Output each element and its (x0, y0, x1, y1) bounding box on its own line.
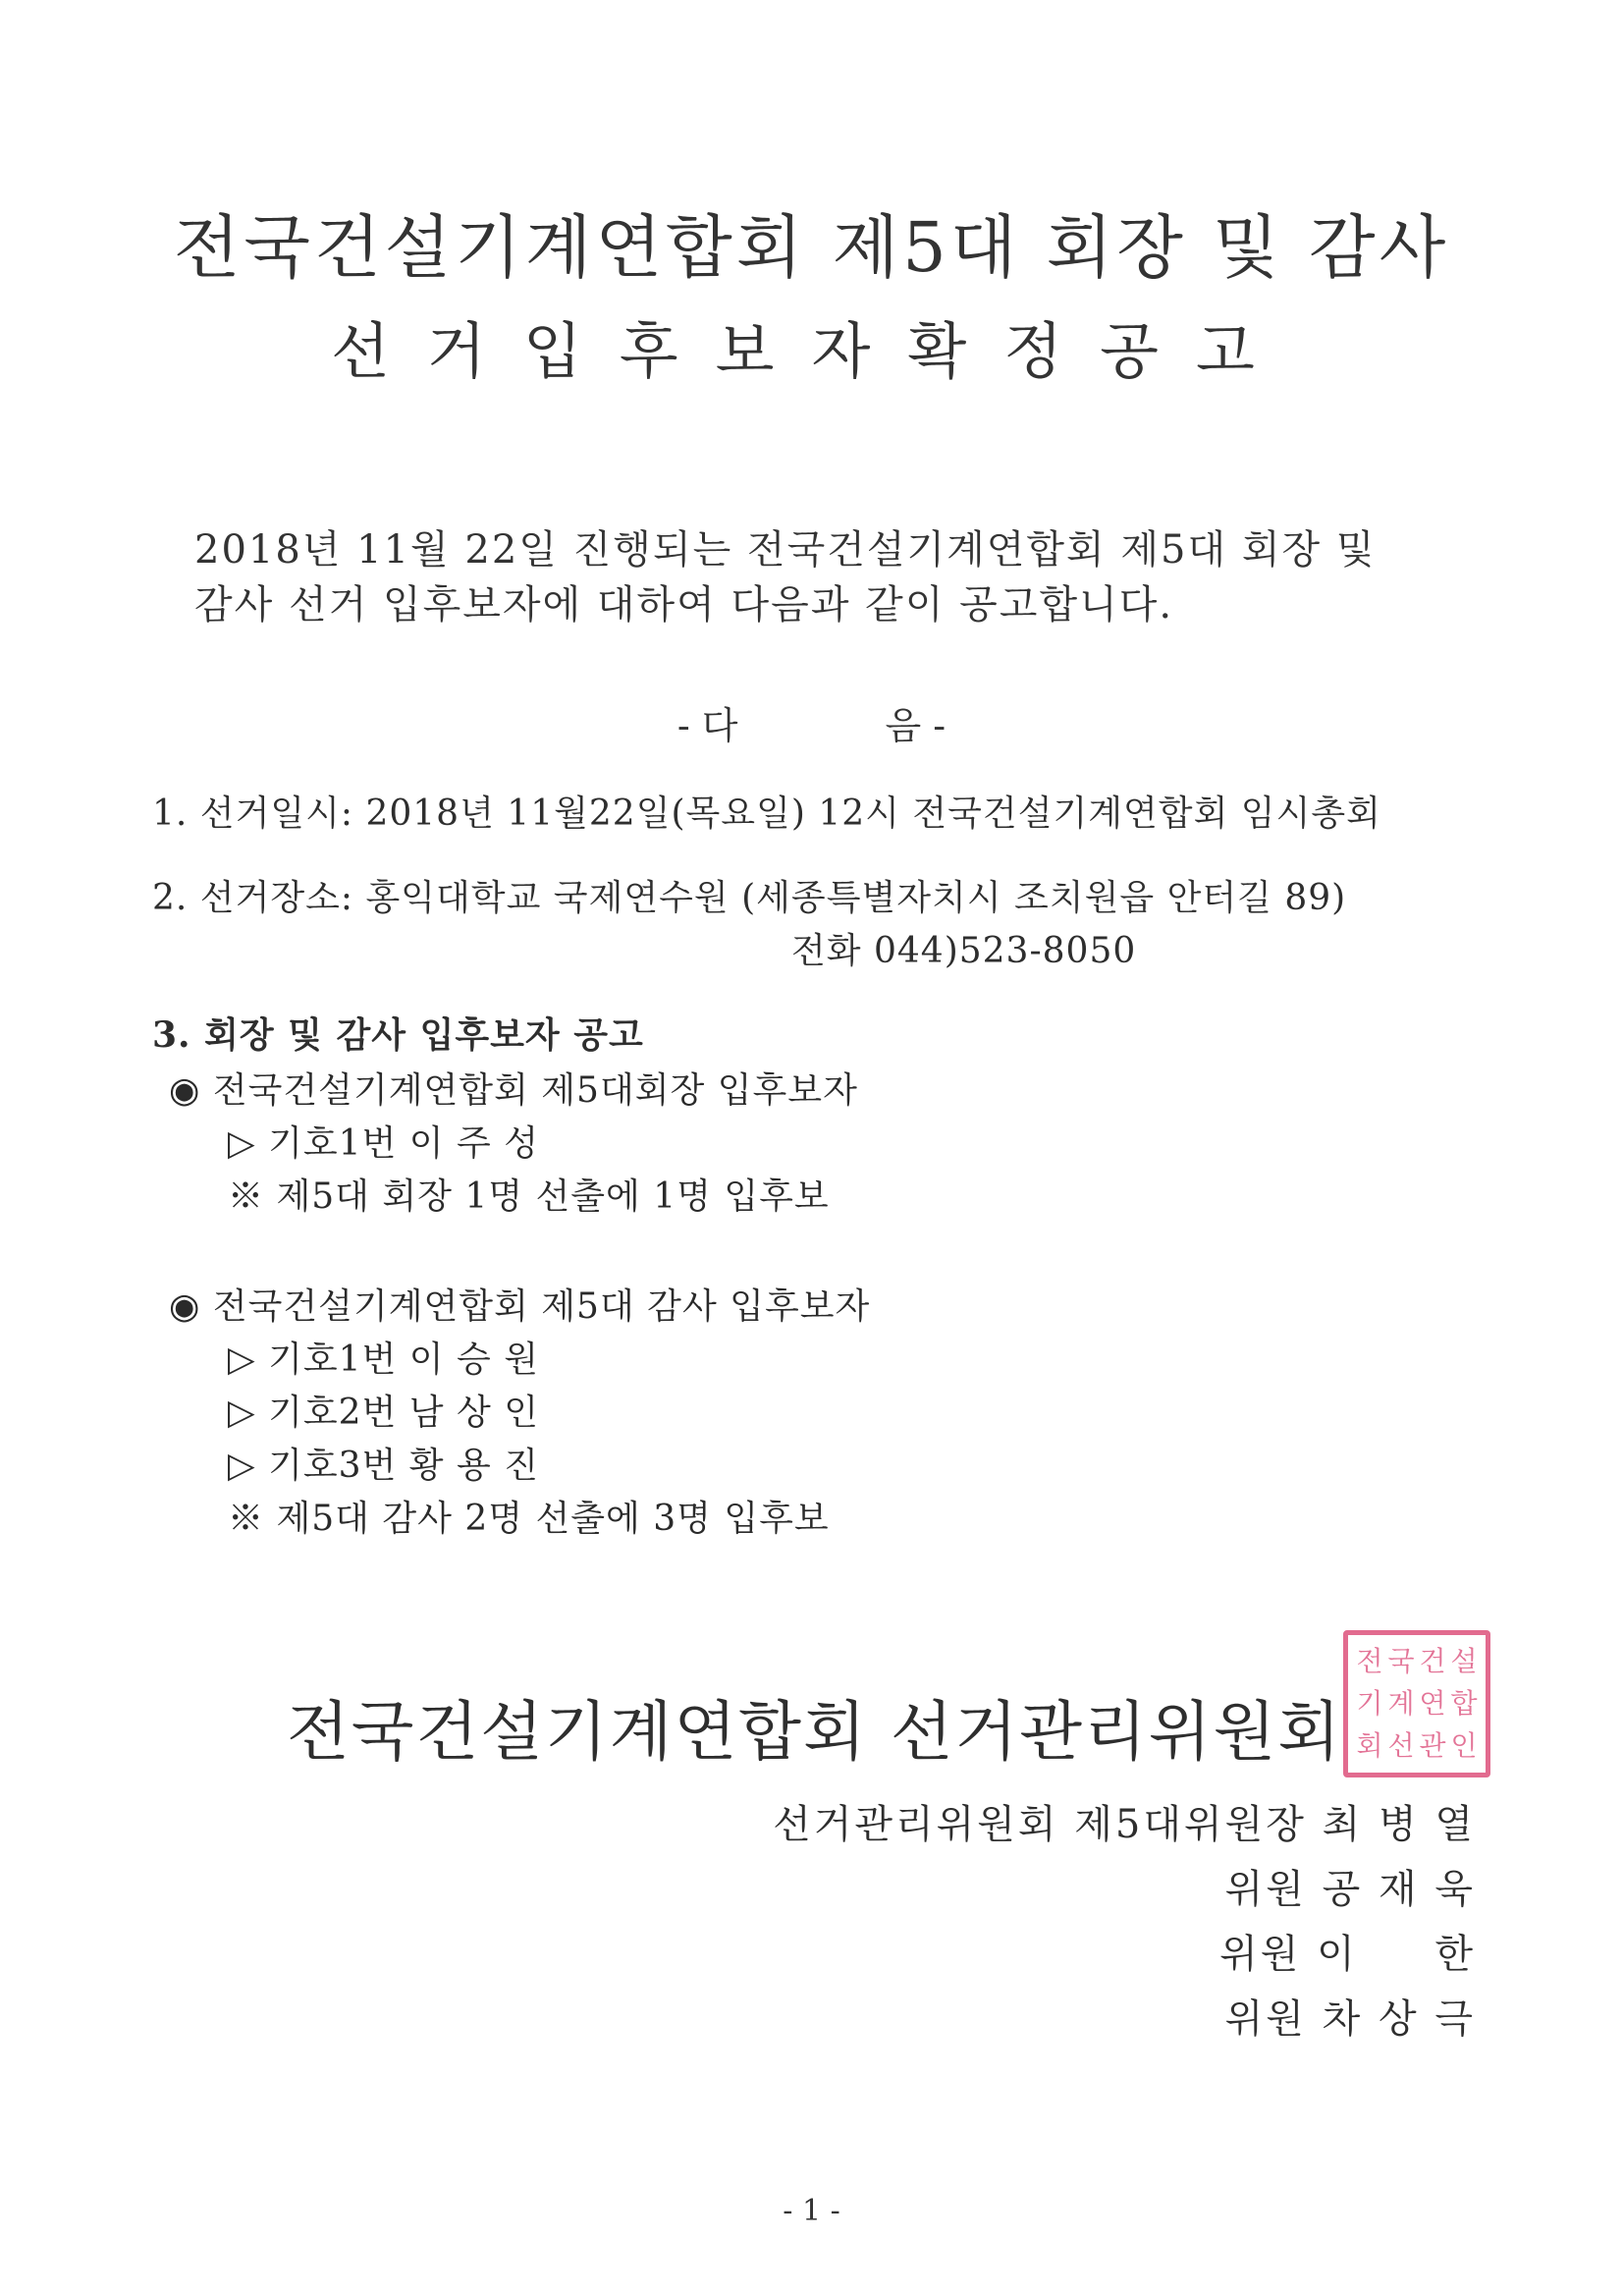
auditor-candidate-1: ▷ 기호1번 이 승 원 (228, 1339, 540, 1380)
election-venue: 2. 선거장소: 홍익대학교 국제연수원 (세종특별자치시 조치원읍 안터길 89) (152, 878, 1347, 918)
president-candidates-header: ◉ 전국건설기계연합회 제5대회장 입후보자 (169, 1070, 858, 1111)
document-title-line-2: 선거입후보자확정공고 (331, 315, 1292, 387)
seal-char: 전 (1356, 1645, 1383, 1678)
seal-char: 선 (1387, 1728, 1415, 1762)
signature-chair: 선거관리위원회 제5대위원장 최 병 열 (773, 1802, 1476, 1847)
auditor-candidate-3: ▷ 기호3번 황 용 진 (228, 1446, 540, 1486)
president-candidate-1: ▷ 기호1번 이 주 성 (228, 1123, 540, 1164)
seal-char: 건 (1419, 1645, 1446, 1678)
signature-member-3: 위원 차 상 극 (1224, 1996, 1476, 2042)
seal-char: 인 (1450, 1728, 1478, 1762)
election-datetime: 1. 선거일시: 2018년 11월22일(목요일) 12시 전국건설기계연합회 임시총회 (152, 793, 1381, 834)
president-note: ※ 제5대 회장 1명 선출에 1명 입후보 (228, 1176, 830, 1217)
seal-char: 계 (1387, 1686, 1415, 1720)
seal-char: 관 (1419, 1728, 1446, 1762)
organization-name: 전국건설기계연합회 선거관리위원회 (287, 1694, 1343, 1770)
seal-char: 회 (1356, 1728, 1383, 1762)
section-heading (0, 695, 1623, 749)
signature-member-2: 위원 이 한 (1219, 1932, 1476, 1977)
seal-char: 설 (1450, 1645, 1478, 1678)
section-heading-right: 음 - (885, 704, 947, 747)
auditor-candidate-2: ▷ 기호2번 남 상 인 (228, 1393, 540, 1433)
seal-char: 연 (1419, 1686, 1446, 1720)
intro-line-2: 감사 선거 입후보자에 대하여 다음과 같이 공고합니다. (194, 582, 1174, 628)
intro-line-1: 2018년 11월 22일 진행되는 전국건설기계연합회 제5대 회장 및 (194, 527, 1377, 573)
candidates-heading: 3. 회장 및 감사 입후보자 공고 (152, 1014, 644, 1056)
auditor-candidates-header: ◉ 전국건설기계연합회 제5대 감사 입후보자 (169, 1286, 871, 1327)
auditor-note: ※ 제5대 감사 2명 선출에 3명 입후보 (228, 1499, 830, 1539)
official-seal-stamp (1343, 1630, 1490, 1777)
document-title-line-1: 전국건설기계연합회 제5대 회장 및 감사 (173, 207, 1450, 288)
seal-char: 기 (1356, 1686, 1383, 1720)
seal-char: 국 (1387, 1645, 1415, 1678)
venue-phone: 전화 044)523-8050 (791, 931, 1137, 971)
page-number: - 1 - (783, 2194, 840, 2228)
section-heading-left: - 다 (676, 704, 738, 747)
signature-member-1: 위원 공 재 욱 (1224, 1867, 1476, 1912)
seal-char: 합 (1450, 1686, 1478, 1720)
